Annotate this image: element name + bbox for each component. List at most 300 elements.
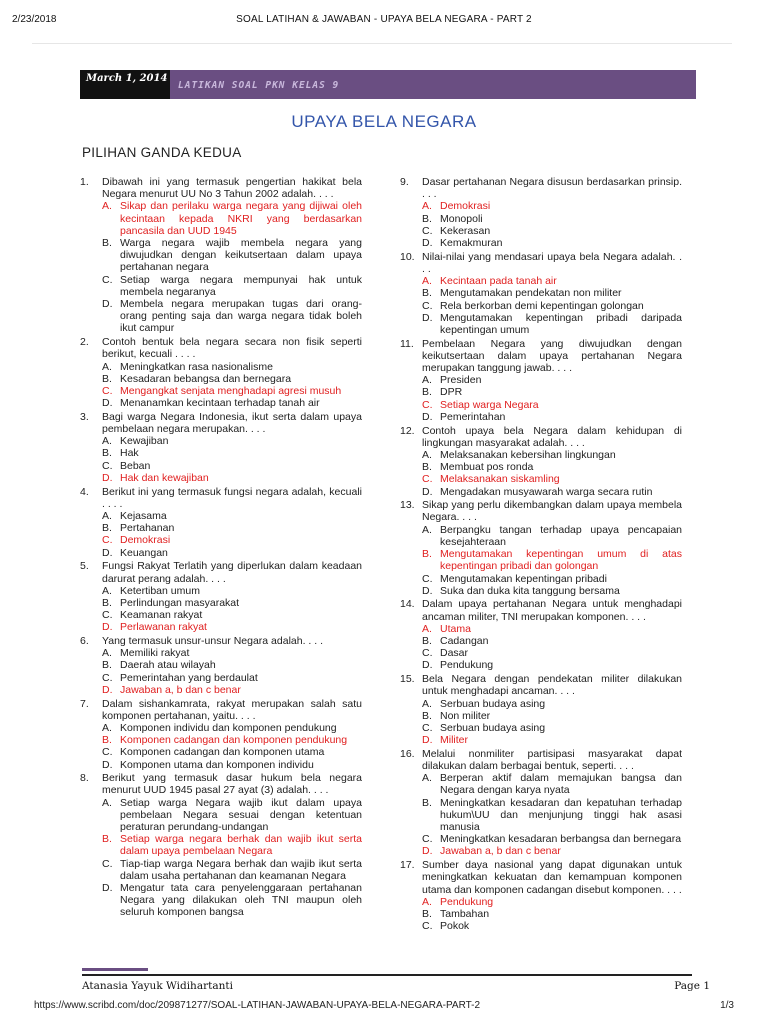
- option-text: Mengadakan musyawarah warga secara rutin: [440, 485, 653, 498]
- option-letter: A.: [102, 721, 112, 734]
- print-url[interactable]: https://www.scribd.com/doc/209871277/SOAL-LATIHAN-JAWABAN-UPAYA-BELA-NEGARA-PART-2: [34, 1000, 481, 1011]
- question-stem: [400, 425, 682, 449]
- question-text: Dalam upaya pertahanan Negara untuk menghadapi ancaman militer, TNI merupakan komponen. . . .: [422, 598, 682, 623]
- footer-accent: [82, 968, 148, 971]
- option-text: Melaksanakan siskamling: [440, 473, 560, 486]
- option-text: Mengutamakan kepentingan pribadi daripada kepentingan umum: [440, 311, 682, 336]
- option-text: Cadangan: [440, 635, 489, 648]
- answer-option: [102, 597, 362, 609]
- answer-option: [102, 609, 362, 621]
- answer-option: [102, 659, 362, 671]
- answer-option: [102, 460, 362, 472]
- option-letter: D.: [422, 659, 433, 672]
- question-item: [80, 411, 362, 484]
- answer-option: [102, 298, 362, 335]
- answer-option-correct: [422, 399, 682, 411]
- question-text: Dalam sishankamrata, rakyat merupakan salah satu komponen pertahanan, yaitu. . . .: [102, 697, 362, 722]
- option-text: Setiap warga negara mempunyai hak untuk membela negaranya: [120, 273, 362, 298]
- answer-option: [422, 449, 682, 461]
- option-text: Jawaban a, b dan c benar: [440, 845, 561, 858]
- question-number: 15.: [400, 673, 415, 686]
- question-text: Nilai-nilai yang mendasari upaya bela Negara adalah. . . .: [422, 250, 682, 275]
- question-text: Fungsi Rakyat Terlatih yang diperlukan dalam keadaan darurat perang adalah. . . .: [102, 560, 362, 585]
- option-letter: D.: [102, 621, 113, 634]
- option-text: Demokrasi: [120, 534, 171, 547]
- option-letter: C.: [102, 273, 113, 286]
- question-stem: [80, 698, 362, 722]
- answer-option: [102, 447, 362, 459]
- question-text: Sikap yang perlu dikembangkan dalam upaya membela Negara. . . .: [422, 499, 682, 524]
- option-text: Beban: [120, 459, 151, 472]
- question-stem: [400, 673, 682, 697]
- question-text: Dasar pertahanan Negara disusun berdasarkan prinsip. . . .: [422, 176, 682, 201]
- question-item: [400, 499, 682, 597]
- option-letter: D.: [102, 683, 113, 696]
- question-item: [80, 772, 362, 918]
- answer-option: [102, 759, 362, 771]
- option-letter: A.: [102, 360, 112, 373]
- answer-options: [422, 200, 682, 249]
- option-text: Meningkatkan rasa nasionalisme: [120, 360, 273, 373]
- question-item: [80, 336, 362, 409]
- answer-option: [102, 797, 362, 834]
- answer-option-correct: [102, 684, 362, 696]
- footer-author: Atanasia Yayuk Widihartanti: [82, 980, 233, 992]
- answer-option: [422, 300, 682, 312]
- question-item: [80, 486, 362, 559]
- option-text: Hak: [120, 447, 139, 460]
- blog-banner: [80, 70, 696, 99]
- question-number: 9.: [400, 176, 409, 188]
- answer-options: [102, 510, 362, 559]
- option-text: Memiliki rakyat: [120, 647, 190, 660]
- option-letter: D.: [422, 237, 433, 250]
- option-text: Kecintaan pada tanah air: [440, 275, 557, 288]
- option-letter: C.: [422, 721, 433, 734]
- answer-option-correct: [102, 385, 362, 397]
- option-text: Komponen cadangan dan komponen pendukung: [120, 734, 348, 747]
- option-text: Kejasama: [120, 509, 167, 522]
- question-number: 4.: [80, 485, 89, 498]
- option-text: Serbuan budaya asing: [440, 697, 546, 710]
- answer-options: [102, 647, 362, 696]
- option-text: Mengatur tata cara penyelenggaraan pertahanan Negara yang dilakukan oleh TNI maupun oleh seluruh komponen bangsa: [120, 882, 362, 919]
- question-stem: [80, 486, 362, 510]
- question-text: Bagi warga Negara Indonesia, ikut serta dalam upaya pembelaan negara merupakan. . . .: [102, 410, 362, 436]
- answer-option-correct: [422, 473, 682, 485]
- question-number: 11.: [400, 337, 414, 350]
- question-stem: [80, 635, 362, 647]
- option-text: Demokrasi: [440, 200, 491, 213]
- option-text: Militer: [440, 734, 468, 747]
- question-item: [80, 698, 362, 771]
- option-text: Meningkatkan kesadaran berbangsa dan bernegara: [440, 833, 682, 846]
- question-text: Pembelaan Negara yang diwujudkan dengan keikutsertaan dalam upaya pertahanan Negara merupakan tanggung jawab. . . .: [422, 337, 682, 375]
- question-text: Melalui nonmiliter partisipasi masyarakat dapat dilakukan dalam berbagai bentuk, seperti. . . .: [422, 747, 682, 773]
- question-number: 14.: [400, 598, 415, 611]
- question-text: Yang termasuk unsur-unsur Negara adalah. . . .: [102, 635, 324, 648]
- question-number: 2.: [80, 336, 89, 349]
- option-text: Pendukung: [440, 895, 494, 908]
- answer-option-correct: [102, 472, 362, 484]
- option-letter: D.: [422, 410, 433, 423]
- option-letter: D.: [102, 758, 113, 771]
- option-letter: B.: [422, 907, 432, 920]
- option-letter: C.: [422, 299, 433, 312]
- option-letter: B.: [102, 734, 112, 747]
- question-item: [80, 560, 362, 633]
- answer-option: [102, 722, 362, 734]
- question-stem: [80, 560, 362, 584]
- option-letter: D.: [422, 485, 433, 498]
- option-text: Pemerintahan yang berdaulat: [120, 671, 258, 684]
- option-letter: C.: [102, 459, 113, 472]
- answer-option: [102, 647, 362, 659]
- option-letter: A.: [422, 200, 432, 213]
- question-number: 1.: [80, 176, 89, 188]
- answer-option: [422, 386, 682, 398]
- questions-left-column: [80, 176, 362, 920]
- answer-options: [422, 275, 682, 336]
- blog-title: LATIKAN SOAL PKN KELAS 9: [170, 70, 696, 99]
- answer-option: [422, 659, 682, 671]
- option-letter: B.: [422, 461, 432, 474]
- question-stem: [400, 338, 682, 375]
- question-text: Berikut ini yang termasuk fungsi negara adalah, kecuali . . . .: [102, 485, 362, 510]
- print-title: SOAL LATIHAN & JAWABAN - UPAYA BELA NEGARA - PART 2: [236, 14, 532, 25]
- question-item: [400, 859, 682, 932]
- option-letter: B.: [102, 659, 112, 672]
- option-text: Berperan aktif dalam memajukan bangsa dan Negara dengan karya nyata: [440, 772, 682, 797]
- option-letter: B.: [422, 709, 432, 722]
- answer-option: [102, 585, 362, 597]
- question-stem: [80, 411, 362, 435]
- answer-option: [102, 672, 362, 684]
- option-text: Melaksanakan kebersihan lingkungan: [440, 448, 616, 461]
- answer-option: [102, 435, 362, 447]
- question-text: Sumber daya nasional yang dapat digunakan untuk meningkatkan kekuatan dan kemampuan komponen utama dan komponen cadangan disebut komponen. . . .: [422, 859, 682, 896]
- answer-options: [422, 896, 682, 933]
- option-text: Warga negara wajib membela negara yang diwujudkan dengan keikutsertaan dalam upaya pertahanan negara: [120, 237, 362, 274]
- question-stem: [400, 499, 682, 523]
- question-number: 10.: [400, 250, 415, 263]
- footer-rule: [82, 974, 692, 976]
- answer-option: [102, 746, 362, 758]
- answer-option-correct: [422, 200, 682, 212]
- option-text: Keamanan rakyat: [120, 609, 203, 622]
- option-text: Mengutamakan pendekatan non militer: [440, 287, 622, 300]
- answer-option: [102, 858, 362, 882]
- answer-option-correct: [102, 833, 362, 857]
- footer-page: Page 1: [674, 980, 710, 992]
- answer-option: [422, 287, 682, 299]
- answer-option: [102, 397, 362, 409]
- answer-option: [422, 647, 682, 659]
- option-letter: A.: [422, 523, 432, 536]
- answer-option: [422, 374, 682, 386]
- option-text: Pokok: [440, 920, 470, 933]
- page-edge: [32, 43, 732, 44]
- option-text: Pemerintahan: [440, 410, 506, 423]
- option-text: Hak dan kewajiban: [120, 471, 209, 484]
- question-text: Bela Negara dengan pendekatan militer dilakukan untuk menghadapi ancaman. . . .: [422, 673, 682, 698]
- question-number: 6.: [80, 635, 89, 648]
- option-letter: D.: [102, 397, 113, 410]
- option-letter: A.: [422, 374, 432, 387]
- answer-option-correct: [422, 845, 682, 857]
- option-text: Berpangku tangan terhadap upaya pencapaian kesejahteraan: [440, 523, 682, 548]
- option-text: Non militer: [440, 709, 491, 722]
- answer-option: [422, 585, 682, 597]
- answer-option-correct: [102, 534, 362, 546]
- answer-option: [102, 274, 362, 298]
- option-text: Setiap warga Negara: [440, 398, 539, 411]
- option-letter: A.: [422, 697, 432, 710]
- option-letter: D.: [422, 584, 433, 597]
- option-letter: C.: [422, 473, 433, 486]
- answer-options: [422, 374, 682, 423]
- option-letter: B.: [422, 635, 432, 648]
- option-text: Utama: [440, 622, 471, 635]
- answer-option: [422, 312, 682, 336]
- option-text: Setiap warga negara berhak dan wajib ikut serta dalam upaya pembelaan Negara: [120, 833, 362, 858]
- option-letter: C.: [422, 833, 433, 846]
- option-letter: C.: [102, 609, 113, 622]
- option-letter: B.: [102, 447, 112, 460]
- answer-option: [422, 635, 682, 647]
- answer-options: [422, 524, 682, 597]
- option-letter: B.: [102, 522, 112, 535]
- questions-right-column: [400, 176, 682, 934]
- option-text: Komponen utama dan komponen individu: [120, 758, 314, 771]
- option-text: Jawaban a, b dan c benar: [120, 683, 241, 696]
- option-text: Perlindungan masyarakat: [120, 596, 240, 609]
- question-stem: [80, 336, 362, 360]
- question-number: 17.: [400, 859, 415, 872]
- answer-options: [102, 435, 362, 484]
- option-text: DPR: [440, 386, 463, 399]
- option-letter: C.: [102, 534, 113, 547]
- answer-option: [422, 213, 682, 225]
- option-text: Mengangkat senjata menghadapi agresi musuh: [120, 384, 342, 397]
- option-letter: B.: [422, 386, 432, 399]
- answer-option: [422, 524, 682, 548]
- option-text: Komponen individu dan komponen pendukung: [120, 721, 337, 734]
- answer-option: [102, 237, 362, 274]
- option-letter: C.: [422, 572, 433, 585]
- question-stem: [400, 859, 682, 896]
- option-text: Monopoli: [440, 212, 483, 225]
- option-letter: C.: [422, 647, 433, 660]
- answer-option: [422, 573, 682, 585]
- answer-option: [102, 373, 362, 385]
- question-number: 13.: [400, 499, 415, 512]
- answer-options: [102, 361, 362, 410]
- answer-options: [422, 449, 682, 498]
- option-letter: A.: [422, 772, 432, 785]
- answer-option: [422, 710, 682, 722]
- option-letter: A.: [422, 895, 432, 908]
- option-letter: B.: [422, 212, 432, 225]
- option-letter: D.: [422, 311, 433, 324]
- question-stem: [80, 176, 362, 200]
- answer-option: [422, 833, 682, 845]
- question-item: [400, 176, 682, 249]
- question-stem: [400, 176, 682, 200]
- answer-options: [102, 722, 362, 771]
- answer-options: [422, 772, 682, 857]
- option-text: Pendukung: [440, 659, 494, 672]
- option-letter: B.: [422, 548, 432, 561]
- option-letter: C.: [102, 384, 113, 397]
- answer-option-correct: [422, 623, 682, 635]
- answer-option: [422, 225, 682, 237]
- option-letter: A.: [422, 622, 432, 635]
- answer-option: [422, 772, 682, 796]
- question-number: 5.: [80, 560, 89, 573]
- option-text: Membela negara merupakan tugas dari orang-orang penting saja dan warga negara tidak boleh ikut campur: [120, 298, 362, 335]
- answer-options: [102, 585, 362, 634]
- option-letter: D.: [102, 471, 113, 484]
- option-letter: A.: [102, 435, 112, 448]
- option-text: Presiden: [440, 374, 482, 387]
- question-text: Berikut yang termasuk dasar hukum bela negara menurut UUD 1945 pasal 27 ayat (3) adalah. . . .: [102, 772, 362, 797]
- option-letter: A.: [102, 509, 112, 522]
- option-text: Perlawanan rakyat: [120, 621, 207, 634]
- answer-option: [422, 411, 682, 423]
- option-letter: D.: [102, 882, 113, 895]
- answer-option-correct: [422, 734, 682, 746]
- option-letter: B.: [102, 596, 112, 609]
- question-text: Contoh upaya bela Negara dalam kehidupan di lingkungan masyarakat adalah. . . .: [422, 424, 682, 449]
- option-text: Tambahan: [440, 907, 490, 920]
- question-stem: [400, 748, 682, 772]
- answer-option: [422, 908, 682, 920]
- option-letter: D.: [422, 734, 433, 747]
- option-text: Meningkatkan kesadaran dan kepatuhan terhadap hukum\UU dan menjunjung tinggi hak asasi manusia: [440, 796, 682, 834]
- option-text: Mengutamakan kepentingan umum di atas kepentingan pribadi dan golongan: [440, 548, 682, 573]
- answer-option: [422, 698, 682, 710]
- option-letter: C.: [102, 857, 113, 870]
- option-letter: C.: [422, 224, 433, 237]
- option-letter: C.: [102, 671, 113, 684]
- answer-option: [422, 486, 682, 498]
- question-item: [400, 425, 682, 498]
- answer-option: [102, 510, 362, 522]
- answer-option: [422, 920, 682, 932]
- option-text: Setiap warga Negara wajib ikut dalam upaya pembelaan Negara sesuai dengan ketentuan peraturan perundang-undangan: [120, 796, 362, 834]
- option-text: Kesadaran bebangsa dan bernegara: [120, 372, 292, 385]
- answer-option-correct: [102, 621, 362, 633]
- option-letter: D.: [102, 298, 113, 311]
- question-item: [80, 176, 362, 335]
- option-text: Kekerasan: [440, 224, 491, 237]
- question-number: 12.: [400, 424, 415, 437]
- question-number: 3.: [80, 410, 89, 423]
- option-letter: D.: [102, 546, 113, 559]
- answer-options: [102, 200, 362, 334]
- question-number: 8.: [80, 772, 89, 785]
- answer-option: [422, 722, 682, 734]
- print-header: [0, 14, 768, 28]
- option-letter: B.: [102, 833, 112, 846]
- question-item: [400, 673, 682, 746]
- option-letter: C.: [102, 746, 113, 759]
- answer-option: [422, 797, 682, 834]
- option-text: Sikap dan perilaku warga negara yang dijiwai oleh kecintaan kepada NKRI yang berdasarkan pancasila dan UUD 1945: [120, 200, 362, 237]
- answer-option-correct: [102, 200, 362, 237]
- option-letter: A.: [102, 584, 112, 597]
- answer-options: [422, 623, 682, 672]
- post-title: UPAYA BELA NEGARA: [291, 112, 477, 131]
- option-text: Rela berkorban demi kepentingan golongan: [440, 299, 644, 312]
- option-letter: B.: [102, 372, 112, 385]
- print-date: 2/23/2018: [12, 14, 57, 25]
- option-text: Menanamkan kecintaan terhadap tanah air: [120, 397, 320, 410]
- answer-option: [102, 882, 362, 919]
- option-text: Membuat pos ronda: [440, 461, 534, 474]
- option-letter: B.: [102, 237, 112, 250]
- answer-option-correct: [422, 275, 682, 287]
- option-letter: C.: [422, 398, 433, 411]
- question-number: 7.: [80, 697, 89, 710]
- option-letter: A.: [102, 796, 112, 809]
- option-text: Suka dan duka kita tanggung bersama: [440, 584, 620, 597]
- answer-option: [102, 547, 362, 559]
- question-item: [400, 251, 682, 336]
- option-letter: B.: [422, 287, 432, 300]
- question-stem: [400, 251, 682, 275]
- option-letter: A.: [102, 647, 112, 660]
- option-text: Pertahanan: [120, 522, 175, 535]
- option-letter: A.: [422, 448, 432, 461]
- section-title: PILIHAN GANDA KEDUA: [82, 145, 242, 160]
- answer-option-correct: [422, 548, 682, 572]
- answer-option: [422, 461, 682, 473]
- answer-options: [102, 797, 362, 919]
- option-letter: B.: [422, 796, 432, 809]
- option-text: Dasar: [440, 647, 469, 660]
- option-letter: A.: [102, 200, 112, 213]
- question-number: 16.: [400, 747, 415, 760]
- answer-option: [102, 522, 362, 534]
- option-letter: D.: [422, 845, 433, 858]
- answer-option: [102, 361, 362, 373]
- option-text: Ketertiban umum: [120, 584, 200, 597]
- option-text: Komponen cadangan dan komponen utama: [120, 746, 325, 759]
- question-item: [400, 598, 682, 671]
- question-text: Contoh bentuk bela negara secara non fisik seperti berikut, kecuali . . . .: [102, 336, 362, 361]
- option-text: Keuangan: [120, 546, 168, 559]
- option-text: Tiap-tiap warga Negara berhak dan wajib ikut serta dalam usaha pertahanan dan keamanan Negara: [120, 857, 362, 882]
- answer-option: [422, 237, 682, 249]
- question-item: [400, 338, 682, 423]
- answer-option-correct: [102, 734, 362, 746]
- option-letter: A.: [422, 275, 432, 288]
- option-letter: C.: [422, 920, 433, 933]
- option-text: Serbuan budaya asing: [440, 721, 546, 734]
- option-text: Daerah atau wilayah: [120, 659, 216, 672]
- answer-option-correct: [422, 896, 682, 908]
- question-stem: [400, 598, 682, 622]
- question-item: [80, 635, 362, 696]
- question-item: [400, 748, 682, 858]
- print-page-count: 1/3: [720, 1000, 734, 1011]
- option-text: Kemakmuran: [440, 237, 503, 250]
- post-date: March 1, 2014: [80, 70, 170, 99]
- answer-options: [422, 698, 682, 747]
- option-text: Kewajiban: [120, 435, 169, 448]
